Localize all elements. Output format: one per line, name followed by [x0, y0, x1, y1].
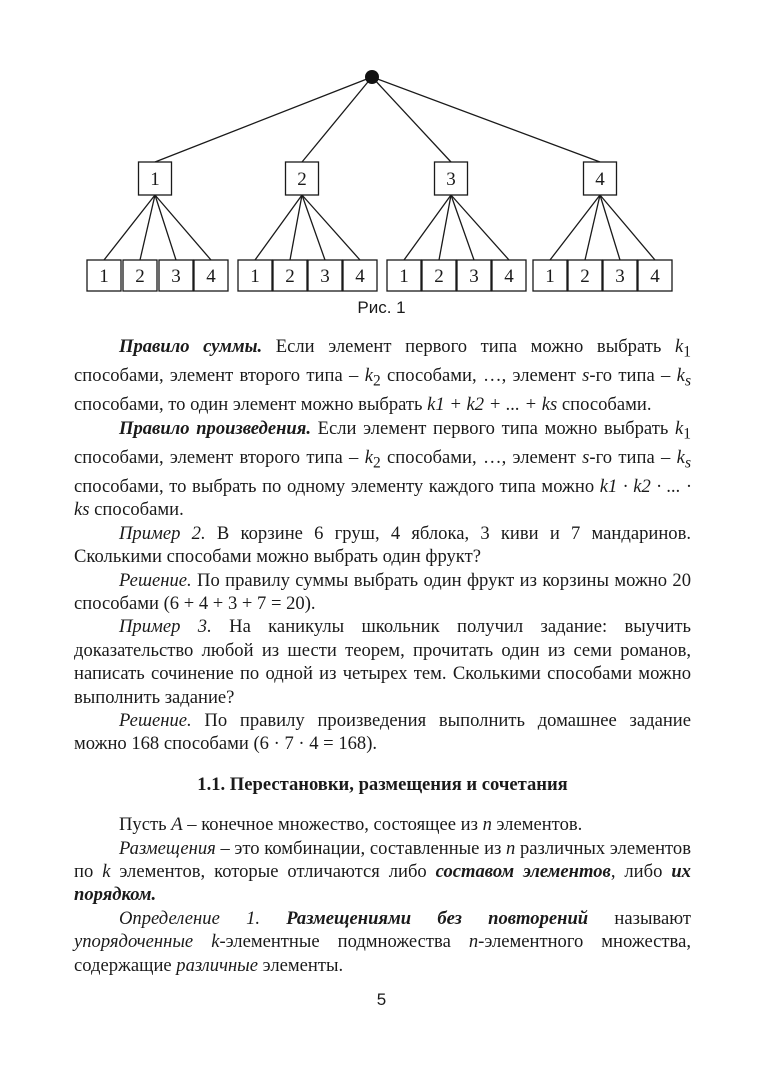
tree-edge: [451, 195, 509, 260]
product-formula: k1 · k2 · ... · ks: [74, 475, 691, 521]
page-body: [74, 335, 691, 977]
tree-edge: [155, 195, 211, 260]
rule-product-paragraph: Правило произведения. Если элемент первого типа можно выбрать $k_1$ способами, элемент второго типа – $k_2$ способами, …, элемент s-го типа – $k_s$ способами, то выбрать по одному элементу каждого типа можно k1 · k2 · ... · ks способами.: [74, 417, 691, 521]
tree-edge: [302, 195, 360, 260]
tree-edge: [600, 195, 620, 260]
tree-edge: [290, 195, 302, 260]
set-paragraph: Пусть A – конечное множество, состоящее из n элементов.: [119, 814, 583, 836]
tree-edge: [372, 77, 600, 162]
tree-leaf-label: 2: [135, 266, 145, 287]
section-heading: 1.1. Перестановки, размещения и сочетания: [197, 773, 568, 795]
example-3: Пример 3. На каникулы школьник получил задание: выучить доказательство любой из шести теорем, прочитать один из семи романов, написать сочинение по одной из четырех тем. Сколькими способами можно выполнить задание?: [74, 616, 692, 708]
tree-edge: [404, 195, 451, 260]
tree-node-label: 3: [446, 169, 456, 190]
tree-leaf-label: 2: [434, 266, 444, 287]
definition-1: Определение 1. Размещениями без повторений называют упорядоченные k-элементные подмножества n-элементного множества, содержащие различные элементы.: [74, 907, 691, 976]
rule-sum-title: Правило суммы.: [119, 336, 263, 357]
tree-leaf-label: 3: [615, 266, 625, 287]
tree-leaf-label: 3: [320, 266, 330, 287]
tree-node-label: 4: [595, 169, 605, 190]
tree-leaf-label: 3: [469, 266, 479, 287]
page-number: 5: [376, 990, 387, 1009]
tree-leaf-label: 1: [250, 266, 260, 287]
tree-leaf-label: 4: [650, 266, 660, 287]
tree-leaf-label: 1: [99, 266, 109, 287]
tree-edge: [155, 195, 176, 260]
tree-edge: [439, 195, 451, 260]
tree-leaf-label: 1: [545, 266, 555, 287]
arrangements-paragraph: Размещения – это комбинации, составленные из n различных элементов по k элементов, которые отличаются либо составом элементов, либо их порядком.: [74, 837, 691, 906]
tree-node-label: 2: [297, 169, 307, 190]
example-2: Пример 2. В корзине 6 груш, 4 яблока, 3 киви и 7 мандаринов. Сколькими способами можно выбрать один фрукт?: [74, 522, 692, 568]
tree-edge: [600, 195, 655, 260]
tree-leaf-label: 2: [285, 266, 295, 287]
rule-product-title: Правило произведения.: [119, 417, 311, 439]
tree-edge: [372, 77, 451, 162]
figure-caption: Рис. 1: [357, 298, 406, 317]
tree-diagram: [0, 0, 763, 300]
tree-edge: [302, 77, 372, 162]
rule-sum-paragraph: Правило суммы. Если элемент первого типа можно выбрать $k_1$ способами, элемент второго типа – $k_2$ способами, …, элемент s-го типа – $k_s$ способами, то один элемент можно выбрать k1 + k2 + ... + ks способами.: [74, 336, 691, 416]
solution-3: Решение. По правилу произведения выполнить домашнее задание можно 168 способами (6 · 7 · 4 = 168).: [74, 709, 691, 755]
sum-formula: k1 + k2 + ... + ks: [427, 394, 558, 416]
solution-2: Решение. По правилу суммы выбрать один фрукт из корзины можно 20 способами (6 + 4 + 3 + 7 = 20).: [74, 569, 691, 614]
tree-edge: [155, 77, 372, 162]
tree-edge: [255, 195, 302, 260]
tree-leaf-label: 4: [504, 266, 514, 287]
tree-node-label: 1: [150, 169, 160, 190]
tree-leaf-label: 4: [206, 266, 216, 287]
tree-leaf-label: 4: [355, 266, 365, 287]
tree-edge: [451, 195, 474, 260]
root-node: [365, 70, 379, 84]
tree-leaf-label: 1: [399, 266, 409, 287]
tree-leaf-label: 3: [171, 266, 181, 287]
tree-leaf-label: 2: [580, 266, 590, 287]
tree-edge: [302, 195, 325, 260]
